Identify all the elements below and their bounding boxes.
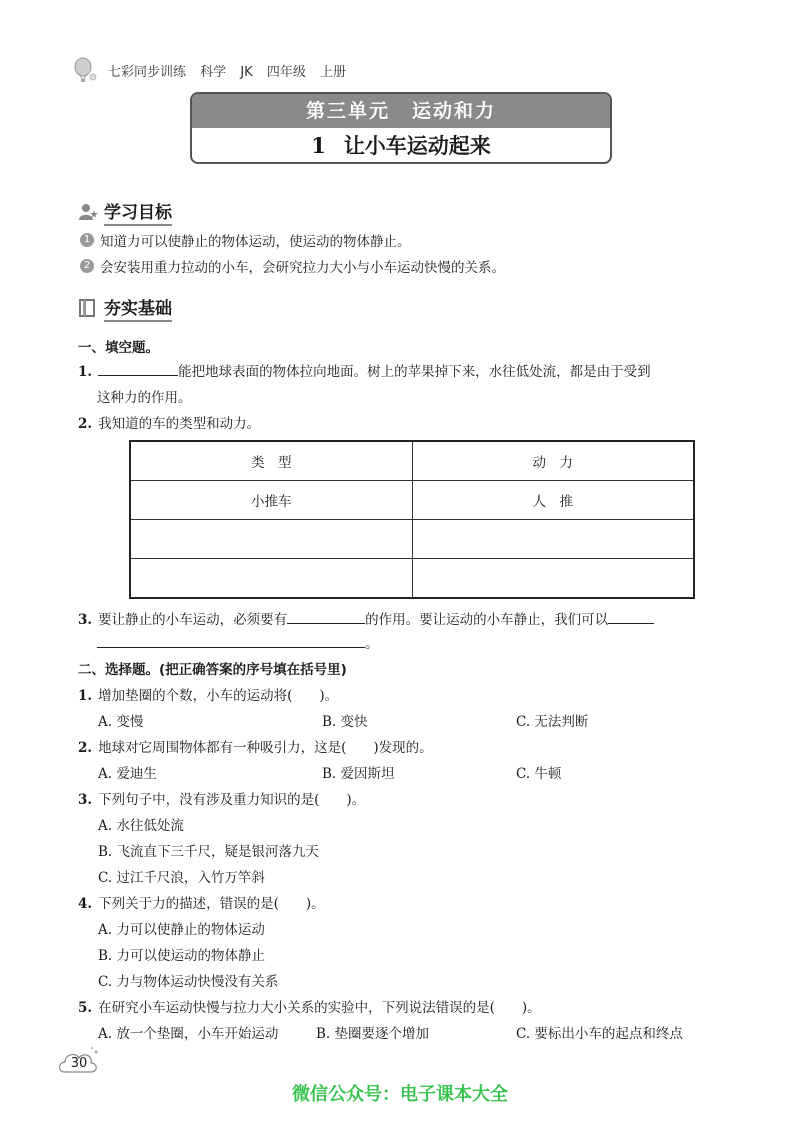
- choice-question-4: [78, 892, 325, 912]
- table-header-row: [130, 441, 694, 481]
- option-a[interactable]: A. 力可以使静止的物体运动: [98, 922, 265, 938]
- unit-title-bar: [192, 94, 610, 128]
- page-number: 30: [70, 1056, 88, 1071]
- cell-power[interactable]: [412, 559, 694, 599]
- choice-question-5: [78, 996, 541, 1016]
- question-number: 4.: [78, 896, 93, 912]
- choice-question-3: [78, 788, 365, 808]
- footer-watermark: 微信公众号：电子课本大全: [292, 1084, 508, 1105]
- basics-heading: [78, 294, 172, 322]
- option-b[interactable]: B. 垫圈要逐个增加: [316, 1026, 430, 1042]
- option-c[interactable]: C. 牛顿: [516, 766, 562, 782]
- part1-title: 一、填空题。: [78, 340, 159, 356]
- question-number: 2.: [78, 416, 93, 432]
- unit-title: 第三单元: [305, 100, 390, 122]
- cell-type: 小推车: [130, 481, 412, 520]
- fill-question-1-cont: 这种力的作用。: [97, 390, 192, 406]
- question-text: 能把地球表面的物体拉向地面。树上的苹果掉下来，水往低处流，都是由于受到: [178, 364, 651, 380]
- option-b[interactable]: B. 变快: [322, 714, 368, 730]
- option-c[interactable]: C. 过江千尺浪，入竹万竿斜: [98, 870, 265, 886]
- table-row: [130, 520, 694, 559]
- lesson-title-bar: [192, 128, 610, 164]
- option-b[interactable]: B. 力可以使运动的物体静止: [98, 948, 266, 964]
- book-icon: [78, 298, 98, 318]
- grade: 四年级: [266, 64, 306, 80]
- question-number: 3.: [78, 792, 93, 808]
- edition: JK: [240, 64, 253, 80]
- option-b[interactable]: B. 飞流直下三千尺，疑是银河落九天: [98, 844, 320, 860]
- answer-blank[interactable]: [97, 633, 365, 648]
- table-row: [130, 559, 694, 599]
- column-header-type: 类 型: [130, 441, 412, 481]
- table-row: [130, 481, 694, 520]
- basics-heading-text: 夯实基础: [104, 294, 172, 322]
- choice-question-1: [78, 684, 338, 704]
- question-text: 要让静止的小车运动，必须要有: [98, 612, 288, 628]
- goals-heading: [78, 198, 172, 226]
- question-number: 2.: [78, 740, 93, 756]
- fill-question-2: [78, 412, 260, 432]
- part2-title: 二、选择题。(把正确答案的序号填在括号里): [78, 662, 347, 678]
- student-icon: [78, 202, 98, 222]
- answer-blank[interactable]: [608, 609, 654, 624]
- option-a[interactable]: A. 变慢: [98, 714, 144, 730]
- fill-question-1: [78, 360, 651, 380]
- balloon-icon: [72, 57, 98, 83]
- unit-banner: [190, 92, 612, 164]
- question-number: 1.: [78, 364, 93, 380]
- goals-heading-text: 学习目标: [104, 198, 172, 226]
- answer-blank[interactable]: [98, 361, 178, 376]
- lesson-title: 让小车运动起来: [343, 133, 491, 158]
- subject: 科学: [200, 64, 227, 80]
- option-b[interactable]: B. 爱因斯坦: [322, 766, 395, 782]
- series-name: 七彩同步训练: [108, 64, 187, 80]
- question-text: 的作用。要让运动的小车静止，我们可以: [365, 612, 609, 628]
- page-header: [72, 56, 356, 84]
- question-text: 。: [365, 636, 379, 652]
- option-a[interactable]: A. 水往低处流: [98, 818, 184, 834]
- volume: 上册: [319, 64, 346, 80]
- question-number: 5.: [78, 1000, 93, 1016]
- fill-question-3-cont: [97, 632, 379, 652]
- goal-number: 2: [80, 259, 94, 273]
- unit-theme: 运动和力: [412, 100, 497, 122]
- option-a[interactable]: A. 爱迪生: [98, 766, 157, 782]
- goal-text: 知道力可以使静止的物体运动，使运动的物体静止。: [100, 234, 411, 250]
- question-text: 下列句子中，没有涉及重力知识的是( )。: [98, 792, 366, 808]
- answer-blank[interactable]: [287, 609, 365, 624]
- cell-type[interactable]: [130, 559, 412, 599]
- book-info: [108, 61, 356, 80]
- cell-power[interactable]: [412, 520, 694, 559]
- question-text: 地球对它周围物体都有一种吸引力，这是( )发现的。: [98, 740, 433, 756]
- goal-text: 会安装用重力拉动的小车，会研究拉力大小与小车运动快慢的关系。: [100, 260, 505, 276]
- question-text: 在研究小车运动快慢与拉力大小关系的实验中，下列说法错误的是( )。: [98, 1000, 541, 1016]
- question-text: 下列关于力的描述，错误的是( )。: [98, 896, 325, 912]
- question-text: 增加垫圈的个数，小车的运动将( )。: [98, 688, 339, 704]
- question-text: 我知道的车的类型和动力。: [98, 416, 261, 432]
- choice-question-2: [78, 736, 433, 756]
- cell-type[interactable]: [130, 520, 412, 559]
- goal-item: [80, 256, 505, 276]
- car-type-table: [129, 440, 695, 599]
- option-c[interactable]: C. 要标出小车的起点和终点: [516, 1026, 683, 1042]
- column-header-power: 动 力: [412, 441, 694, 481]
- fill-question-3: [78, 608, 654, 628]
- option-a[interactable]: A. 放一个垫圈，小车开始运动: [98, 1026, 279, 1042]
- goal-number: 1: [80, 233, 94, 247]
- option-c[interactable]: C. 力与物体运动快慢没有关系: [98, 974, 279, 990]
- cell-power: 人 推: [412, 481, 694, 520]
- question-number: 1.: [78, 688, 93, 704]
- goal-item: [80, 230, 411, 250]
- question-number: 3.: [78, 612, 93, 628]
- option-c[interactable]: C. 无法判断: [516, 714, 589, 730]
- lesson-number: 1: [311, 133, 326, 158]
